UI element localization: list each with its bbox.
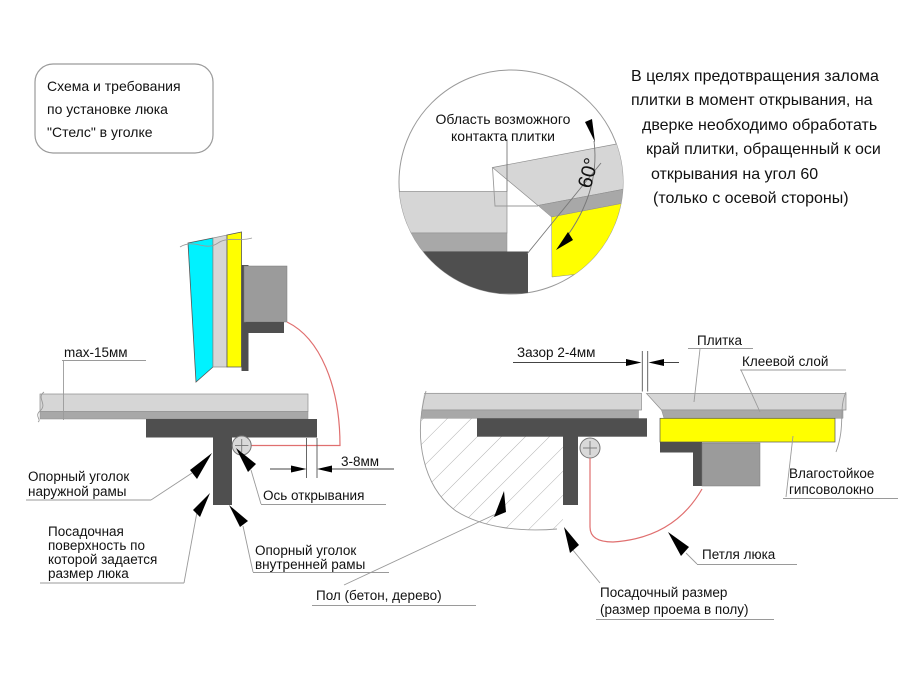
inner-angle-arrowhead bbox=[229, 505, 248, 527]
right-door-angle-drop bbox=[693, 442, 702, 486]
floor-leader bbox=[344, 513, 498, 585]
hinge-arrowhead bbox=[668, 532, 689, 556]
floor-glue-layer bbox=[40, 412, 308, 420]
seat-label-1: Посадочная bbox=[48, 524, 124, 539]
inner-frame-post bbox=[213, 438, 232, 506]
right-door-hinge-block bbox=[702, 443, 760, 486]
gypsum-label-1: Влагостойкое bbox=[789, 466, 875, 481]
inner-angle-leader bbox=[243, 526, 253, 572]
floor-tile-slab bbox=[40, 394, 308, 412]
right-inner-post bbox=[563, 420, 578, 505]
tile-label: Плитка bbox=[697, 333, 743, 348]
gypsum-label-2: гипсоволокно bbox=[789, 482, 874, 497]
title-box bbox=[35, 64, 213, 153]
right-diagram bbox=[312, 333, 898, 620]
seat-size-arrowhead bbox=[564, 527, 579, 553]
gap-3-8-label: 3-8мм bbox=[341, 454, 380, 469]
door-gypsum-layer bbox=[227, 232, 242, 367]
glue-label: Клеевой слой bbox=[742, 354, 829, 369]
note-text bbox=[631, 68, 881, 207]
seat-size-leader bbox=[572, 549, 600, 583]
hinge-leader bbox=[686, 553, 697, 564]
outer-angle-label-2: наружной рамы bbox=[28, 484, 127, 499]
contact-label-line-2: контакта плитки bbox=[451, 128, 555, 144]
outer-angle-leader bbox=[151, 473, 192, 500]
note-line-4: край плитки, обращенный к оси bbox=[646, 141, 881, 158]
gap-arrow-right bbox=[626, 359, 642, 366]
angle-value: 60° bbox=[574, 155, 604, 191]
note-line-5: открывания на угол 60 bbox=[651, 166, 819, 183]
max-gap-label: max-15мм bbox=[64, 345, 128, 360]
detail-fixed-angle bbox=[390, 252, 528, 294]
outer-frame-angle bbox=[146, 419, 317, 438]
right-outer-angle bbox=[477, 418, 647, 436]
note-line-2: плитки в момент открывания, на bbox=[631, 92, 873, 109]
seat-arrowhead bbox=[193, 493, 210, 517]
door-hinge-shadow bbox=[246, 322, 284, 333]
seat-size-label-2: (размер проема в полу) bbox=[600, 602, 749, 617]
note-line-1: В целях предотвращения залома bbox=[631, 68, 879, 85]
seat-label-4: размер люка bbox=[48, 566, 129, 581]
note-line-3: дверке необходимо обработать bbox=[642, 117, 878, 134]
axis-leader bbox=[251, 470, 261, 504]
right-floor-glue bbox=[418, 410, 639, 418]
detail-circle bbox=[390, 70, 632, 294]
door-hinge-block bbox=[244, 266, 287, 322]
outer-angle-arrowhead bbox=[190, 453, 212, 479]
title-line-1: Схема и требования bbox=[47, 78, 181, 94]
title-line-2: по установке люка bbox=[47, 101, 168, 117]
right-door-glue bbox=[662, 410, 844, 418]
right-floor-tile bbox=[418, 393, 642, 410]
gap-label: Зазор 2-4мм bbox=[517, 345, 596, 360]
contact-label-line-1: Область возможного bbox=[435, 111, 571, 127]
left-diagram bbox=[26, 232, 394, 583]
inner-angle-label-2: внутренней рамы bbox=[255, 557, 366, 572]
seat-leader bbox=[184, 512, 197, 583]
axis-label: Ось открывания bbox=[263, 488, 365, 503]
note-line-6: (только с осевой стороны) bbox=[653, 190, 849, 207]
detail-fixed-tile bbox=[390, 192, 507, 234]
dim-arrow-left bbox=[317, 466, 332, 473]
hinge-label: Петля люка bbox=[702, 547, 776, 562]
right-door-tile bbox=[647, 394, 847, 411]
dim-arrow-right bbox=[291, 466, 307, 473]
outer-angle-label-1: Опорный уголок bbox=[28, 469, 130, 484]
door-glue-layer bbox=[213, 235, 227, 367]
gap-arrow-left bbox=[649, 359, 665, 366]
door-tile-cyan bbox=[188, 238, 213, 382]
seat-label-2: поверхность по bbox=[48, 538, 145, 553]
title-line-3: "Стелс" в уголке bbox=[47, 124, 153, 140]
detail-fixed-glue bbox=[390, 233, 507, 252]
right-door-gypsum bbox=[660, 418, 835, 442]
floor-label: Пол (бетон, дерево) bbox=[316, 588, 442, 603]
seat-label-3: которой задается bbox=[48, 552, 158, 567]
seat-size-label-1: Посадочный размер bbox=[600, 585, 728, 600]
right-swing-arc bbox=[590, 458, 702, 542]
inner-angle-label-1: Опорный уголок bbox=[255, 543, 357, 558]
